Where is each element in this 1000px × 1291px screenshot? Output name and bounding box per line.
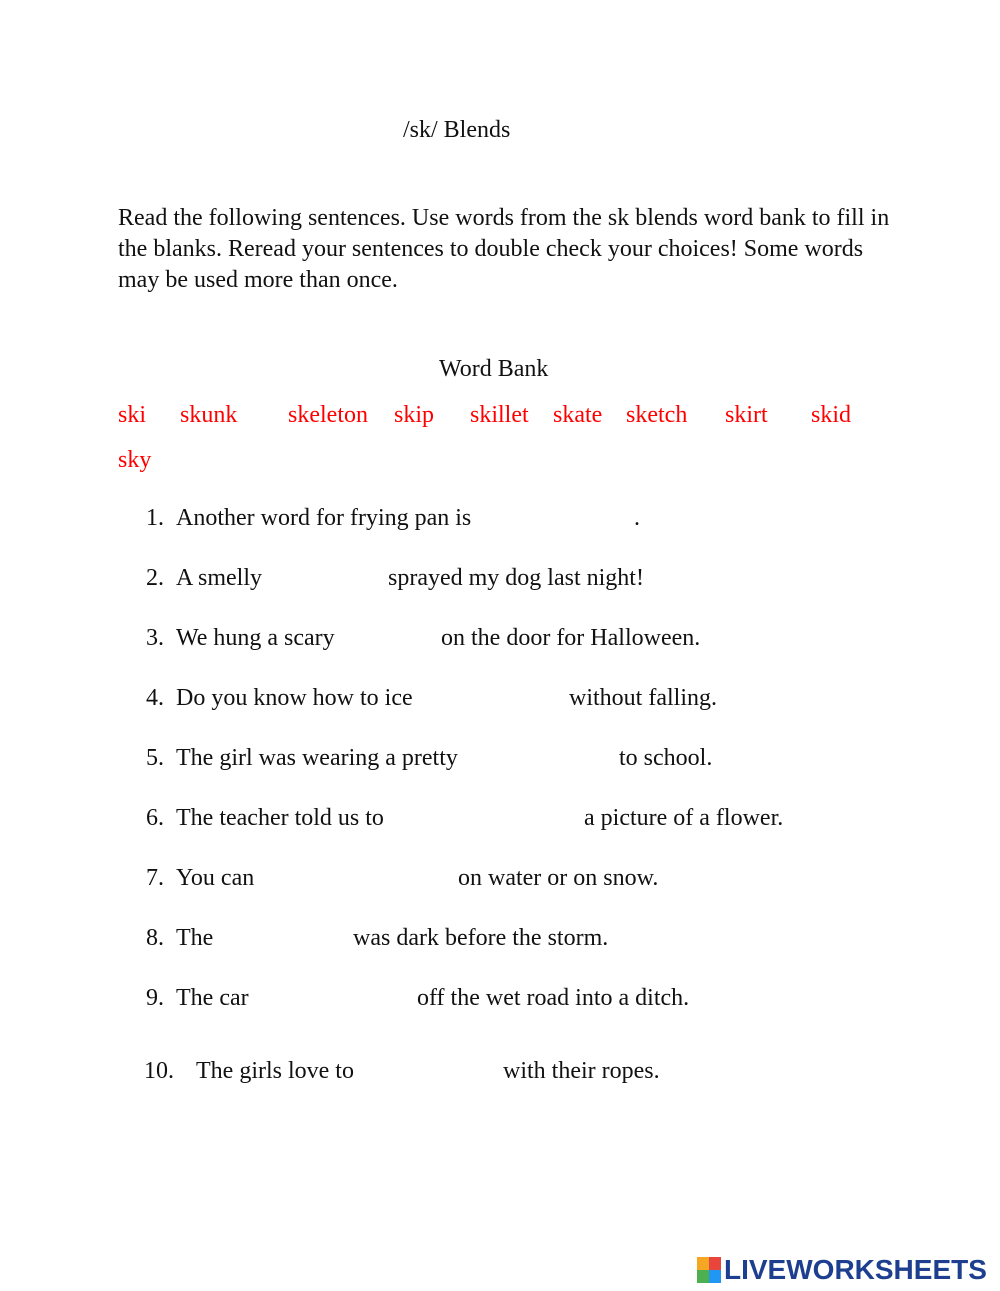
word-bank-word: skeleton	[288, 402, 368, 428]
question-number: 6.	[146, 805, 164, 831]
question-text-before: The car	[176, 985, 249, 1011]
word-bank-word: skid	[811, 402, 852, 428]
question-text-before: The	[176, 925, 214, 951]
question-text-after: without falling.	[569, 685, 717, 711]
question-text-after: on water or on snow.	[458, 865, 659, 891]
question-text-after: a picture of a flower.	[584, 805, 784, 831]
word-bank-word: skillet	[470, 402, 529, 428]
word-bank-word: ski	[118, 402, 147, 428]
instructions: Read the following sentences. Use words from the sk blends word bank to fill in the blanks. Reread your sentences to double check your choices! Some words may be used more than once.	[118, 205, 890, 293]
question-text-after: on the door for Halloween.	[441, 625, 701, 651]
question-text-after: with their ropes.	[503, 1058, 660, 1084]
question-number: 2.	[146, 565, 164, 591]
question-text-before: A smelly	[176, 565, 263, 591]
question-text-before: You can	[176, 865, 255, 891]
question-number: 9.	[146, 985, 164, 1011]
question-text-before: Another word for frying pan is	[176, 505, 472, 531]
question-number: 10.	[144, 1058, 174, 1084]
question-text-before: The girl was wearing a pretty	[176, 745, 458, 771]
question-text-after: .	[634, 505, 640, 531]
word-bank-word: skate	[553, 402, 603, 428]
page-title: /sk/ Blends	[403, 117, 511, 143]
question-text-before: Do you know how to ice	[176, 685, 413, 711]
question-number: 4.	[146, 685, 164, 711]
question-number: 7.	[146, 865, 164, 891]
question-number: 1.	[146, 505, 164, 531]
question-text-before: The girls love to	[196, 1058, 354, 1084]
word-bank-word: sky	[118, 447, 152, 473]
word-bank-word: sketch	[626, 402, 688, 428]
question-text-after: sprayed my dog last night!	[388, 565, 644, 591]
question-text-after: to school.	[619, 745, 713, 771]
word-bank-heading: Word Bank	[439, 356, 549, 382]
word-bank-word: skip	[394, 402, 435, 428]
liveworksheets-logo	[697, 1253, 987, 1287]
question-text-after: off the wet road into a ditch.	[417, 985, 690, 1011]
word-bank-word: skunk	[180, 402, 238, 428]
question-text-before: We hung a scary	[176, 625, 335, 651]
logo-mark-icon	[697, 1257, 721, 1283]
question-text-after: was dark before the storm.	[353, 925, 609, 951]
question-text-before: The teacher told us to	[176, 805, 384, 831]
logo-text: LIVEWORKSHEETS	[724, 1254, 987, 1285]
question-number: 8.	[146, 925, 164, 951]
question-number: 5.	[146, 745, 164, 771]
word-bank-word: skirt	[725, 402, 768, 428]
question-number: 3.	[146, 625, 164, 651]
